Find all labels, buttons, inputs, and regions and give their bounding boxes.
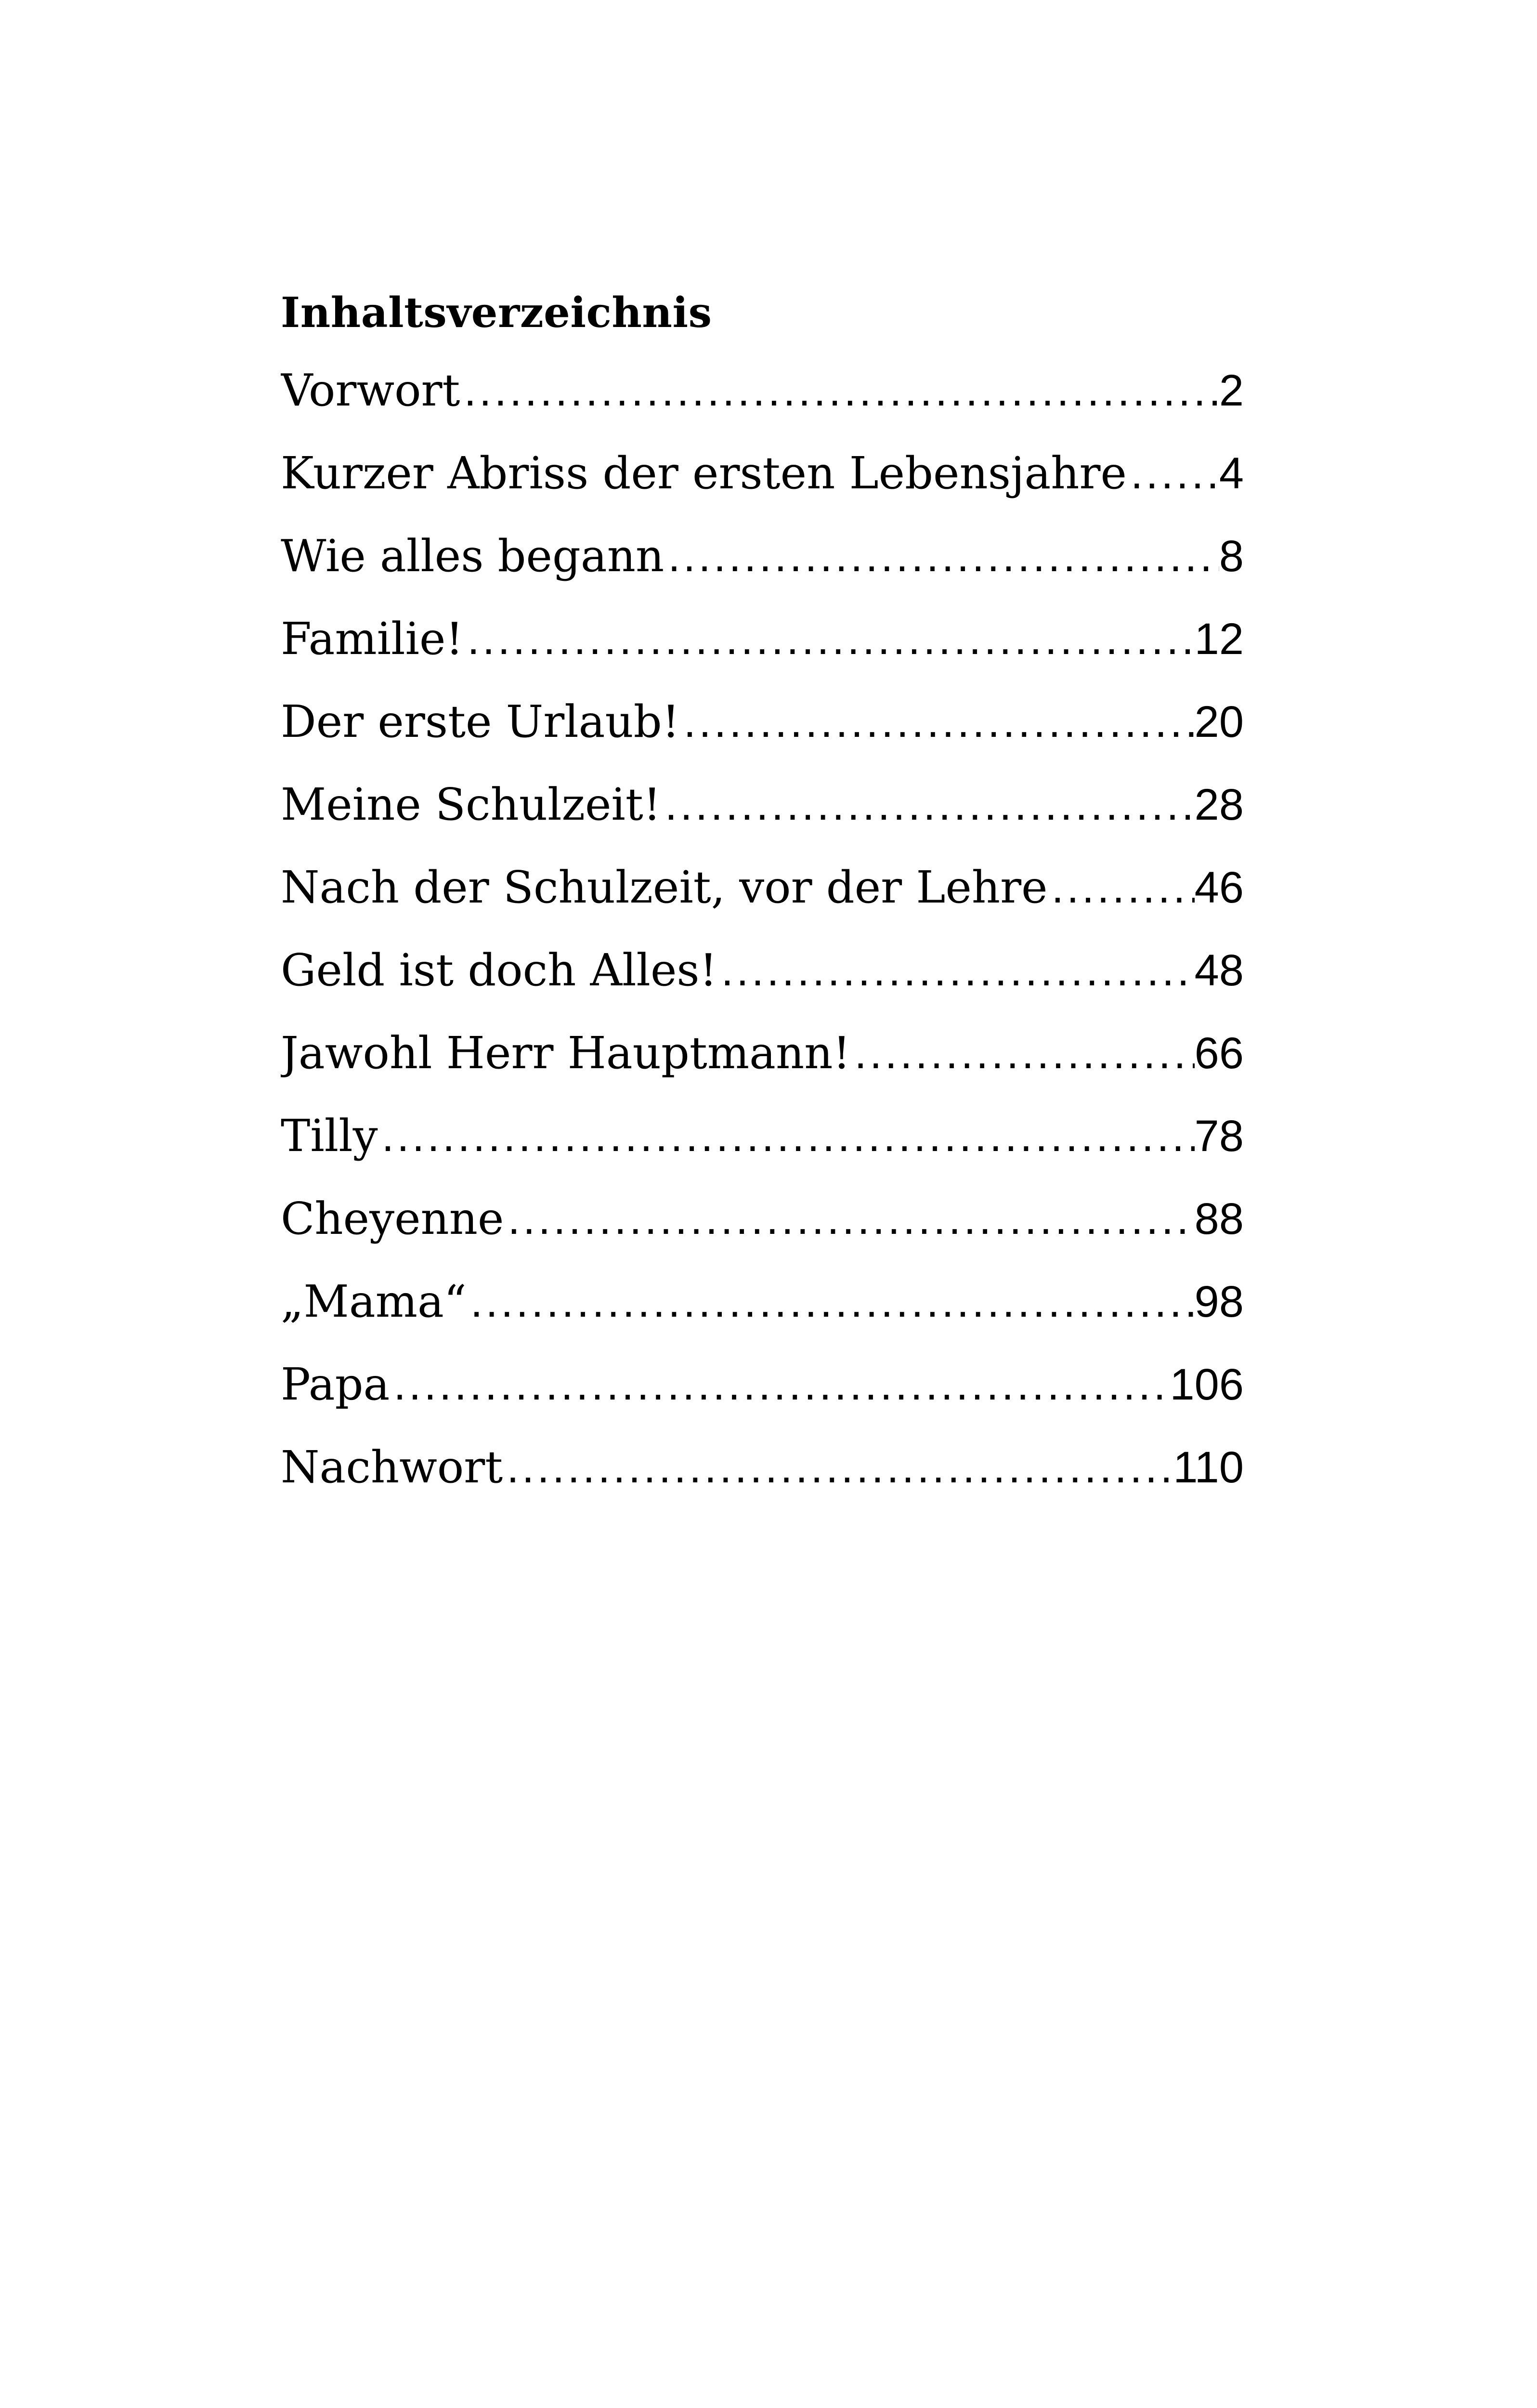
- toc-entry-nach-der-schulzeit: [281, 846, 1244, 929]
- dot-leader: [664, 515, 1219, 598]
- dot-leader: [460, 349, 1219, 432]
- toc-entry-page: 2: [1219, 366, 1244, 415]
- toc-entry-page: 66: [1194, 1029, 1244, 1078]
- toc-entry-page: 8: [1219, 532, 1244, 581]
- toc-entry-title: Geld ist doch Alles!: [281, 944, 717, 996]
- table-of-contents: [281, 277, 1244, 1509]
- toc-entry-page: 48: [1194, 946, 1244, 995]
- toc-entry-page: 20: [1194, 697, 1244, 746]
- toc-entry-page: 12: [1194, 615, 1244, 664]
- dot-leader: [504, 1178, 1194, 1260]
- toc-entry-jawohl-herr-hauptmann: [281, 1012, 1244, 1095]
- toc-entry-title: Cheyenne: [281, 1193, 504, 1244]
- toc-entry-geld-ist-doch-alles: [281, 929, 1244, 1012]
- toc-entry-title: Familie!: [281, 613, 464, 665]
- toc-entry-page: 106: [1170, 1360, 1244, 1409]
- toc-entry-title: Der erste Urlaub!: [281, 696, 680, 747]
- toc-entry-mama: [281, 1260, 1244, 1343]
- toc-entry-title: Nach der Schulzeit, vor der Lehre: [281, 862, 1048, 913]
- dot-leader: [463, 598, 1194, 681]
- toc-list: [281, 349, 1244, 1509]
- toc-entry-nachwort: [281, 1426, 1244, 1509]
- dot-leader: [1127, 432, 1219, 515]
- toc-entry-cheyenne: [281, 1178, 1244, 1260]
- toc-entry-familie: [281, 598, 1244, 681]
- toc-entry-page: 78: [1194, 1112, 1244, 1161]
- toc-entry-title: Jawohl Herr Hauptmann!: [281, 1027, 851, 1079]
- dot-leader: [850, 1012, 1194, 1095]
- toc-entry-title: Kurzer Abriss der ersten Lebensjahre: [281, 447, 1127, 499]
- toc-entry-kurzer-abriss: [281, 432, 1244, 515]
- toc-entry-der-erste-urlaub: [281, 681, 1244, 763]
- dot-leader: [717, 929, 1195, 1012]
- toc-entry-page: 28: [1194, 780, 1244, 829]
- toc-entry-page: 46: [1194, 863, 1244, 912]
- toc-entry-page: 88: [1194, 1194, 1244, 1243]
- toc-entry-papa: [281, 1343, 1244, 1426]
- dot-leader: [390, 1343, 1170, 1426]
- toc-entry-page: 4: [1219, 449, 1244, 498]
- toc-heading: Inhaltsverzeichnis: [281, 288, 712, 337]
- toc-entry-vorwort: [281, 349, 1244, 432]
- toc-entry-page: 98: [1194, 1277, 1244, 1326]
- toc-entry-title: Tilly: [281, 1110, 378, 1162]
- dot-leader: [503, 1426, 1173, 1509]
- toc-entry-title: Nachwort: [281, 1441, 503, 1493]
- dot-leader: [661, 763, 1195, 846]
- toc-entry-title: „Mama“: [281, 1276, 467, 1327]
- toc-entry-wie-alles-begann: [281, 515, 1244, 598]
- toc-entry-tilly: [281, 1095, 1244, 1178]
- dot-leader: [378, 1095, 1195, 1178]
- toc-entry-title: Papa: [281, 1359, 390, 1410]
- toc-entry-title: Meine Schulzeit!: [281, 779, 661, 830]
- dot-leader: [467, 1260, 1195, 1343]
- toc-entry-page: 110: [1173, 1443, 1244, 1492]
- toc-entry-meine-schulzeit: [281, 763, 1244, 846]
- dot-leader: [680, 681, 1195, 763]
- dot-leader: [1048, 846, 1195, 929]
- toc-entry-title: Wie alles begann: [281, 530, 664, 582]
- toc-entry-title: Vorwort: [281, 365, 460, 416]
